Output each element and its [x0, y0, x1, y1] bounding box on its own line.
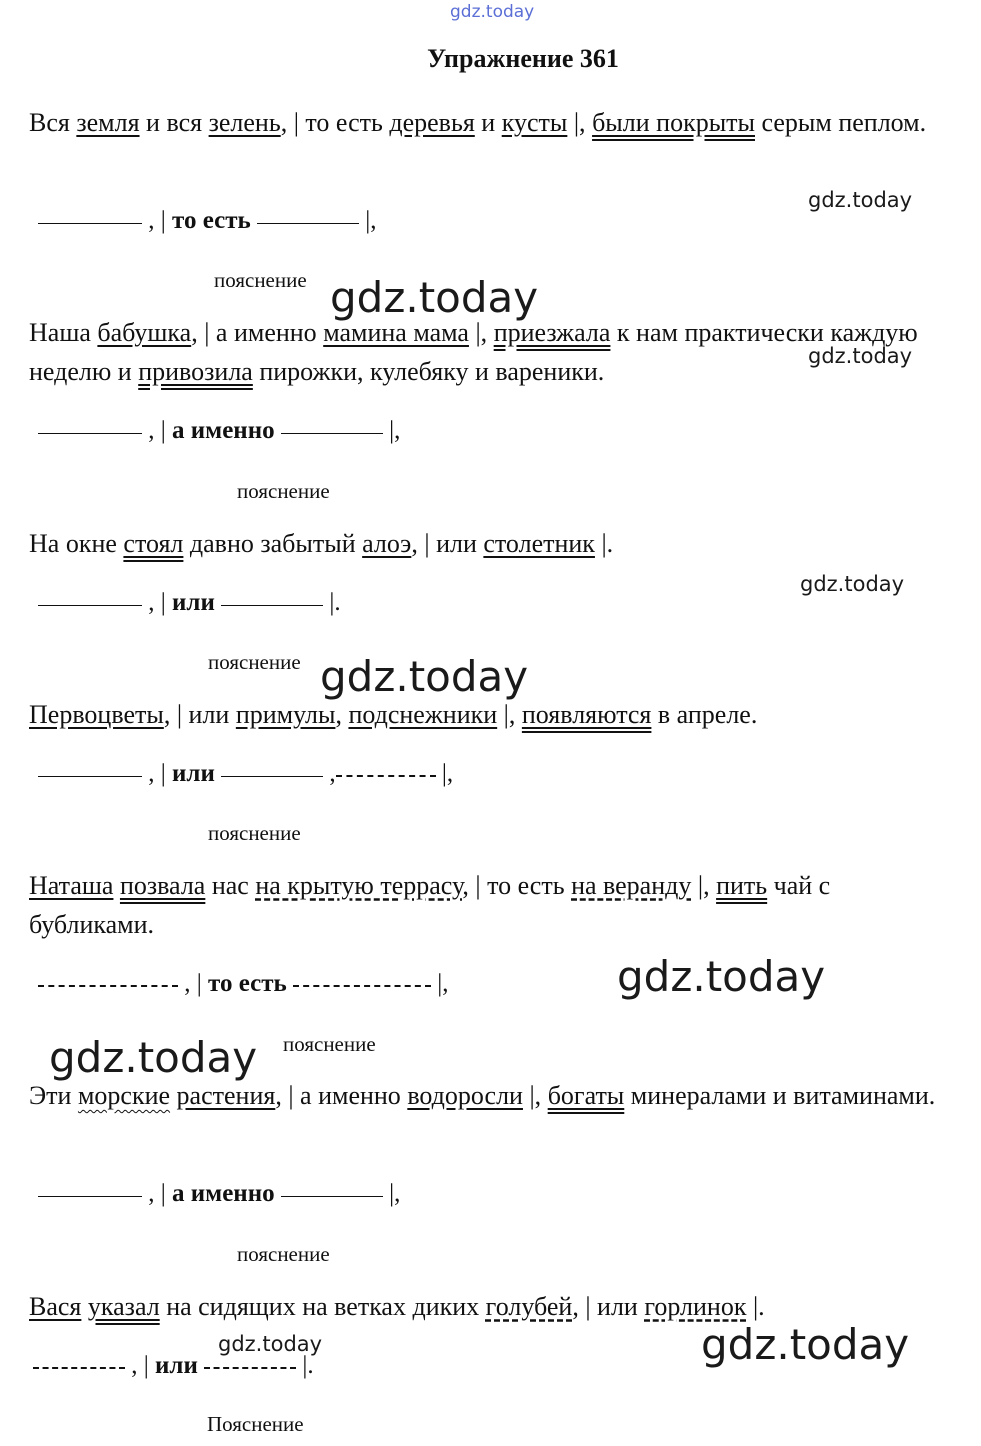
- schema-blank: [257, 223, 359, 224]
- sentence-1: [29, 103, 959, 142]
- watermark: gdz.today: [218, 1332, 323, 1356]
- sentence-member: были покрыты: [592, 108, 755, 137]
- sentence-text: Наша: [29, 318, 98, 347]
- sentence-5: [29, 866, 959, 944]
- schema-blank: [221, 605, 323, 606]
- sentence-text: |,: [497, 700, 522, 729]
- sentence-member: Наташа: [29, 871, 114, 900]
- schema-blank: [38, 223, 142, 224]
- sentence-text: , | а именно: [275, 1081, 408, 1110]
- schema-blank: [38, 985, 178, 987]
- watermark: gdz.today: [808, 188, 913, 212]
- schema-1: , | то есть |,: [38, 207, 376, 235]
- sentence-member: пить: [716, 871, 768, 900]
- sentence-text: к нам практически каждую неделю и: [29, 318, 918, 386]
- sentence-member: зелень: [208, 108, 281, 137]
- schema-word: а именно: [172, 1180, 275, 1207]
- sentence-text: |.: [746, 1292, 765, 1321]
- watermark: gdz.today: [701, 1320, 910, 1369]
- watermark: gdz.today: [320, 652, 529, 701]
- sentence-member: подснежники: [348, 700, 498, 729]
- sentence-member: Вася: [29, 1292, 82, 1321]
- schema-word: а именно: [172, 417, 275, 444]
- sentence-text: на сидящих на ветках диких: [159, 1292, 486, 1321]
- sentence-text: |,: [691, 871, 717, 900]
- sentence-3: [29, 524, 959, 563]
- sentence-text: минералами и витаминами.: [624, 1081, 936, 1110]
- schema-4: , | или , |,: [38, 760, 453, 788]
- schema-blank: [38, 776, 142, 777]
- sentence-text: пирожки, кулебяку и вареники.: [252, 357, 605, 386]
- sentence-member: бабушка: [97, 318, 192, 347]
- sentence-text: , | или: [572, 1292, 645, 1321]
- sentence-text: |,: [567, 108, 593, 137]
- note-label: пояснение: [208, 650, 301, 674]
- schema-blank: [336, 775, 436, 777]
- sentence-member: алоэ: [362, 529, 412, 558]
- note-label: пояснение: [208, 821, 301, 845]
- sentence-text: и вся: [139, 108, 209, 137]
- sentence-member: на крытую террасу: [255, 871, 463, 900]
- schema-word: то есть: [208, 970, 287, 997]
- sentence-member: деревья: [389, 108, 475, 137]
- note-label: Пояснение: [207, 1412, 304, 1436]
- sentence-member: приезжала: [493, 318, 611, 347]
- sentence-text: давно забытый: [183, 529, 363, 558]
- note-label: пояснение: [283, 1032, 376, 1056]
- sentence-member: земля: [76, 108, 140, 137]
- schema-blank: [221, 776, 323, 777]
- sentence-text: |,: [468, 318, 494, 347]
- schema-blank: [33, 1367, 125, 1369]
- schema-word: или: [172, 760, 215, 787]
- schema-2: , | а именно |,: [38, 417, 400, 445]
- sentence-member: водоросли: [407, 1081, 523, 1110]
- sentence-text: |,: [522, 1081, 548, 1110]
- note-label: пояснение: [237, 1242, 330, 1266]
- watermark: gdz.today: [617, 952, 826, 1001]
- sentence-text: Эти: [29, 1081, 78, 1110]
- sentence-member: стоял: [123, 529, 184, 558]
- note-label: пояснение: [237, 479, 330, 503]
- schema-blank: [38, 433, 142, 434]
- sentence-text: |.: [594, 529, 614, 558]
- sentence-text: в апреле.: [651, 700, 758, 729]
- watermark-top: gdz.today: [450, 2, 535, 22]
- schema-7: , | или |.: [33, 1352, 314, 1380]
- sentence-member: кусты: [501, 108, 568, 137]
- sentence-text: , | или: [163, 700, 236, 729]
- sentence-text: , | то есть: [462, 871, 572, 900]
- sentence-member: горлинок: [644, 1292, 747, 1321]
- schema-word: или: [155, 1352, 198, 1379]
- schema-word: или: [172, 589, 215, 616]
- sentence-member: примулы: [235, 700, 336, 729]
- page-title: Упражнение 361: [427, 44, 619, 73]
- sentence-text: серым пеплом.: [755, 108, 927, 137]
- sentence-text: , | или: [411, 529, 484, 558]
- schema-word: то есть: [172, 207, 251, 234]
- sentence-member: позвала: [119, 871, 206, 900]
- sentence-member: на веранду: [571, 871, 692, 900]
- schema-blank: [38, 1196, 142, 1197]
- schema-5: , | то есть |,: [38, 970, 448, 998]
- sentence-member: мамина мама: [323, 318, 469, 347]
- watermark: gdz.today: [49, 1033, 258, 1082]
- watermark: gdz.today: [330, 273, 539, 322]
- sentence-member: богаты: [547, 1081, 625, 1110]
- schema-blank: [281, 433, 383, 434]
- sentence-text: , | а именно: [191, 318, 324, 347]
- sentence-text: и: [474, 108, 502, 137]
- sentence-text: ,: [335, 700, 349, 729]
- sentence-member: появляются: [521, 700, 652, 729]
- sentence-text: Вся: [29, 108, 77, 137]
- sentence-member: столетник: [483, 529, 595, 558]
- schema-blank: [293, 985, 431, 987]
- schema-blank: [204, 1367, 296, 1369]
- sentence-member: голубей: [485, 1292, 573, 1321]
- sentence-member: Первоцветы: [29, 700, 164, 729]
- sentence-member: указал: [87, 1292, 160, 1321]
- sentence-text: чай с бубликами.: [29, 871, 831, 939]
- schema-3: , | или |.: [38, 589, 341, 617]
- watermark: gdz.today: [808, 344, 913, 368]
- sentence-member: растения: [176, 1081, 276, 1110]
- sentence-text: На окне: [29, 529, 124, 558]
- sentence-text: , | то есть: [280, 108, 390, 137]
- sentence-text: нас: [205, 871, 256, 900]
- sentence-member: привозила: [138, 357, 253, 386]
- schema-blank: [281, 1196, 383, 1197]
- sentence-member: морские: [77, 1081, 171, 1110]
- note-label: пояснение: [214, 268, 307, 292]
- schema-6: , | а именно |,: [38, 1180, 400, 1208]
- schema-blank: [38, 605, 142, 606]
- watermark: gdz.today: [800, 572, 905, 596]
